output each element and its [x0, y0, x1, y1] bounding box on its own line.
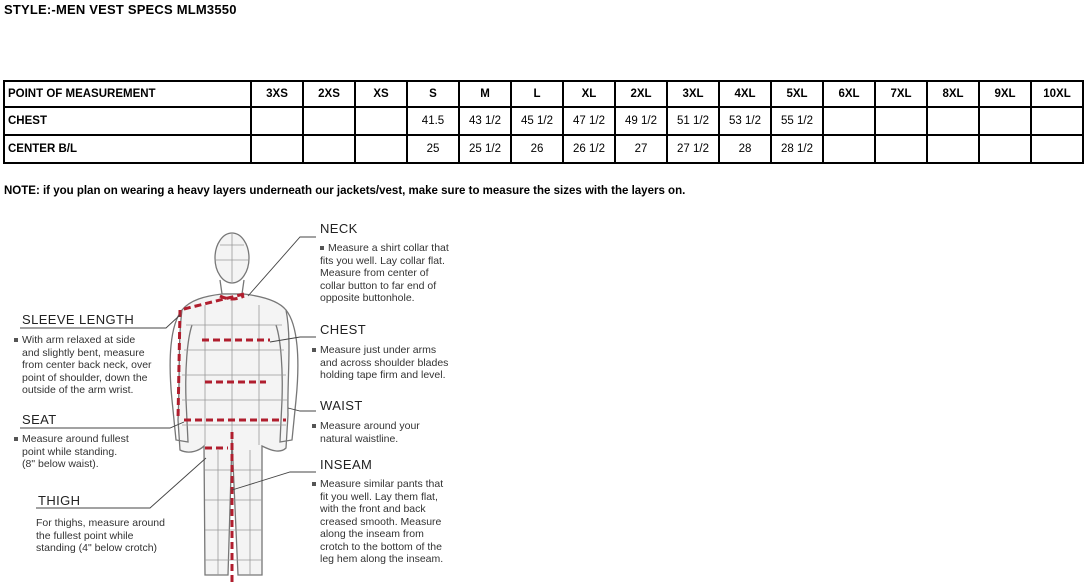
size-cell: L: [511, 81, 563, 107]
size-cell: [927, 135, 979, 163]
size-cell: 7XL: [875, 81, 927, 107]
size-cell: [979, 135, 1031, 163]
chest-heading: CHEST: [320, 322, 367, 337]
size-cell: [1031, 135, 1083, 163]
size-cell: [355, 107, 407, 135]
sleeve-heading: SLEEVE LENGTH: [22, 312, 135, 327]
size-cell: 49 1/2: [615, 107, 667, 135]
size-cell: 47 1/2: [563, 107, 615, 135]
size-cell: 10XL: [1031, 81, 1083, 107]
size-cell: 53 1/2: [719, 107, 771, 135]
size-cell: [251, 135, 303, 163]
row-label: POINT OF MEASUREMENT: [4, 81, 251, 107]
size-spec-table: [3, 80, 1084, 164]
size-cell: [823, 107, 875, 135]
thigh-text: For thighs, measure around the fullest point while standing (4" below crotch): [36, 517, 165, 554]
seat-heading: SEAT: [22, 412, 57, 427]
size-cell: 26 1/2: [563, 135, 615, 163]
size-cell: [927, 107, 979, 135]
inseam-heading: INSEAM: [320, 457, 373, 472]
page-title: STYLE:-MEN VEST SPECS MLM3550: [4, 2, 237, 17]
seat-text: Measure around fullest point while standing. (8" below waist).: [14, 433, 129, 471]
thigh-heading: THIGH: [38, 493, 81, 508]
chest-text: Measure just under arms and across shoulder blades holding tape firm and level.: [312, 344, 448, 382]
size-cell: M: [459, 81, 511, 107]
size-cell: XL: [563, 81, 615, 107]
size-cell: 55 1/2: [771, 107, 823, 135]
size-cell: [1031, 107, 1083, 135]
size-cell: 3XL: [667, 81, 719, 107]
sleeve-text: With arm relaxed at side and slightly bent, measure from center back neck, over point of shoulder, down the outside of the arm wrist.: [14, 334, 152, 397]
size-cell: [355, 135, 407, 163]
bullet-icon: [14, 437, 18, 441]
size-cell: [875, 135, 927, 163]
size-cell: 2XS: [303, 81, 355, 107]
row-label: CENTER B/L: [4, 135, 251, 163]
measurement-guide: [0, 210, 520, 583]
size-cell: 51 1/2: [667, 107, 719, 135]
size-cell: XS: [355, 81, 407, 107]
size-cell: 3XS: [251, 81, 303, 107]
size-cell: [823, 135, 875, 163]
size-cell: 8XL: [927, 81, 979, 107]
row-label: CHEST: [4, 107, 251, 135]
size-cell: 28: [719, 135, 771, 163]
neck-heading: NECK: [320, 221, 358, 236]
waist-text: Measure around your natural waistline.: [312, 420, 420, 445]
body-figure: [170, 233, 298, 575]
size-cell: 5XL: [771, 81, 823, 107]
bullet-icon: [312, 348, 316, 352]
bullet-icon: [312, 482, 316, 486]
inseam-text: Measure similar pants that fit you well. Lay them flat, with the front and back creased smooth. Measure along the inseam from crotch to the bottom of the leg hem along the inseam.: [312, 478, 443, 566]
size-cell: 4XL: [719, 81, 771, 107]
size-cell: 27 1/2: [667, 135, 719, 163]
size-cell: [303, 107, 355, 135]
size-cell: 9XL: [979, 81, 1031, 107]
size-cell: 25: [407, 135, 459, 163]
table-row: [4, 107, 1083, 135]
size-cell: 28 1/2: [771, 135, 823, 163]
size-cell: S: [407, 81, 459, 107]
size-cell: [875, 107, 927, 135]
size-cell: 26: [511, 135, 563, 163]
size-cell: 43 1/2: [459, 107, 511, 135]
waist-heading: WAIST: [320, 398, 363, 413]
size-cell: 41.5: [407, 107, 459, 135]
size-cell: 6XL: [823, 81, 875, 107]
size-cell: 45 1/2: [511, 107, 563, 135]
size-cell: 27: [615, 135, 667, 163]
size-cell: [303, 135, 355, 163]
size-cell: [251, 107, 303, 135]
size-cell: 25 1/2: [459, 135, 511, 163]
table-header-row: [4, 81, 1083, 107]
size-cell: [979, 107, 1031, 135]
layering-note: NOTE: if you plan on wearing a heavy layers underneath our jackets/vest, make sure to measure the sizes with the layers on.: [4, 185, 686, 197]
bullet-icon: [14, 338, 18, 342]
neck-text: Measure a shirt collar that fits you well. Lay collar flat. Measure from center of collar button to far end of opposite buttonhole.: [320, 242, 449, 304]
size-cell: 2XL: [615, 81, 667, 107]
bullet-icon: [312, 424, 316, 428]
bullet-icon: [320, 246, 324, 250]
table-row: [4, 135, 1083, 163]
